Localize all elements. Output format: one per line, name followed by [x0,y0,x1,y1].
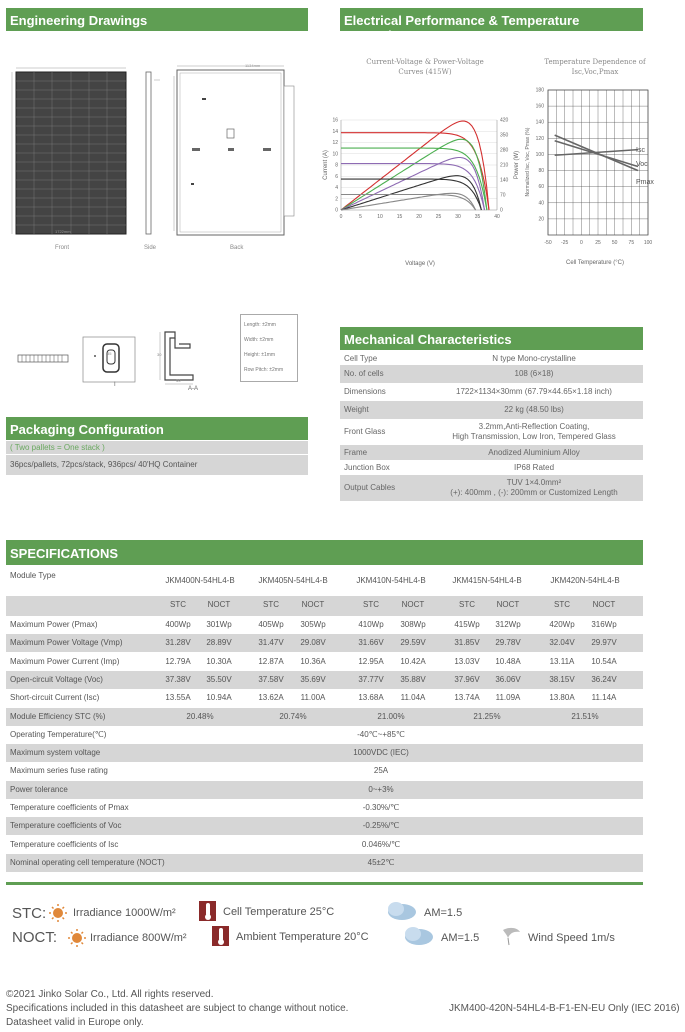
spec-row-common [6,781,643,799]
detail-dim-33: 33 [176,378,181,383]
sub-noct: NOCT [207,600,231,609]
mech-value: 3.2mm,Anti-Reflection Coating, [478,422,590,431]
iv-x-tick: 15 [396,214,403,220]
spec-value: 31.66V [358,638,384,648]
spec-row [6,671,643,689]
packaging-text: 36pcs/pallets, 72pcs/stack, 936pcs/ 40'HQ Container [6,455,308,475]
temp-x-tick: 50 [611,240,618,246]
sun-icon [67,928,87,948]
iv-y2-tick: 140 [500,177,509,184]
spec-value: 35.50V [206,674,232,684]
tolerance-row-pitch: Row Pitch: ±2mm [244,367,284,373]
spec-value: 31.85V [454,638,480,648]
iv-y2-tick: 280 [500,147,509,154]
detail-dim-30: 30 [157,352,162,357]
temp-x-tick: 0 [579,240,583,246]
iv-x-label: Voltage (V) [405,261,435,267]
iv-y-tick: 12 [332,140,338,146]
spec-value: 21.51% [571,711,599,721]
iv-chart-title: Current-Voltage & Power-Voltage Curves (415W) [366,58,484,76]
spec-row-common [6,799,643,817]
spec-value: 10.42A [400,656,426,666]
spec-label: Open-circuit Voltage (Voc) [10,674,103,684]
temperature-dependence-chart [515,82,685,272]
iv-x-tick: 40 [494,214,500,220]
spec-value: 38.15V [549,674,575,684]
spec-value: 35.69V [300,674,326,684]
spec-value: 13.55A [165,693,191,703]
temp-line-pmax [555,135,638,170]
spec-row-common [6,836,643,854]
spec-value: -40℃~+85℃ [357,729,405,739]
packaging-note: ( Two pallets = One stack ) [6,441,308,454]
tolerance-box [240,314,298,382]
mech-label: No. of cells [344,369,384,378]
spec-value: 10.48A [495,656,521,666]
spec-row-common [6,726,643,744]
spec-row [6,653,643,671]
iv-x-tick: 10 [377,214,383,220]
packaging-configuration-header: Packaging Configuration [6,417,308,440]
spec-label: Temperature coefficients of Pmax [10,803,129,812]
spec-value: 11.04A [400,693,426,703]
iv-power-curve-0 [341,121,489,210]
temp-y-label: Normalized Isc, Voc, Pmax (%) [525,127,531,197]
spec-value: 11.09A [495,693,521,703]
spec-value: 32.04V [549,638,575,648]
spec-value: 10.36A [300,656,326,666]
sub-noct: NOCT [301,600,325,609]
iv-y2-label: Power (W) [514,150,520,180]
model-1: JKM400N-54HL4-B [165,576,235,585]
spec-label: Maximum system voltage [10,748,101,758]
spec-value: 29.97V [591,638,617,648]
sub-noct: NOCT [401,600,425,609]
spec-value: 13.80A [549,693,575,703]
spec-value: 13.68A [358,693,384,703]
temp-y-tick: 20 [538,216,544,223]
iv-x-tick: 20 [416,214,422,220]
iv-y2-tick: 420 [500,117,509,124]
specifications-header: SPECIFICATIONS [6,540,643,565]
spec-value: 0~+3% [368,784,394,794]
spec-label: Operating Temperature(℃) [10,729,107,739]
spec-value: 0.046%/℃ [361,839,401,849]
temp-chart-title: Temperature Dependence of Isc,Voc,Pmax [544,58,646,76]
sub-stc: STC [363,600,379,609]
temp-x-tick: -25 [561,240,569,246]
spec-row-efficiency [6,708,643,726]
noct-ambient-temp: Ambient Temperature 20°C [236,931,369,943]
noct-am: AM=1.5 [441,932,480,944]
spec-row [6,616,643,634]
engineering-drawings-header: Engineering Drawings [6,8,308,31]
spec-value: 13.03V [454,656,480,666]
spec-value: 400Wp [165,620,191,629]
spec-value: 28.89V [206,638,232,648]
temp-y-tick: 40 [538,200,544,207]
mech-row-junction-box [340,460,643,475]
noct-irradiance: Irradiance 800W/m² [90,932,187,944]
spec-label: Temperature coefficients of Voc [10,821,122,831]
iv-x-tick: 5 [359,214,362,220]
spec-value: 35.88V [400,674,426,684]
spec-row-common [6,817,643,835]
iv-y-tick: 16 [332,117,338,124]
iv-x-tick: 25 [435,214,442,220]
electrical-performance-header: Electrical Performance & Temperature Dependence [340,8,643,31]
spec-value: 37.96V [454,674,480,684]
temp-y-tick: 60 [538,184,544,191]
spec-value: 12.87A [258,656,284,666]
model-3: JKM410N-54HL4-B [356,576,426,585]
sub-stc: STC [554,600,570,609]
spec-value: 20.48% [186,711,214,721]
spec-value: 37.58V [258,674,284,684]
mech-label: Cell Type [344,354,378,363]
iv-x-tick: 35 [474,214,481,220]
spec-value: -0.25%/℃ [362,821,400,831]
temp-x-tick: 100 [643,240,653,246]
spec-row [6,634,643,652]
stc-label: STC: [12,905,47,922]
frame-profile-drawings [15,320,245,395]
stc-cell-temp: Cell Temperature 25°C [223,906,335,918]
dim-top-label: 1134mm [245,63,261,68]
sub-noct: NOCT [496,600,520,609]
iv-y-tick: 0 [335,207,338,214]
temp-y-tick: 100 [535,151,544,158]
spec-value: 420Wp [549,620,575,629]
spec-row-common [6,744,643,762]
engineering-drawings [6,36,306,261]
mech-label: Dimensions [344,387,386,396]
stc-am: AM=1.5 [424,907,463,919]
spec-value: 45±2℃ [367,857,395,867]
mech-label: Junction Box [344,463,390,472]
temp-y-tick: 180 [535,87,544,94]
spec-value: 13.74A [454,693,480,703]
mech-row-output-cables [340,475,643,501]
footer-doc-id: JKM400-420N-54HL4-B-F1-EN-EU Only (IEC 2016) [449,1003,680,1014]
spec-row-common [6,854,643,872]
iv-y2-tick: 210 [500,162,509,169]
front-view-drawing [12,68,126,234]
spec-label: Maximum Power Voltage (Vmp) [10,638,123,648]
detail-junction-drawing [83,337,135,382]
spec-value: 37.38V [165,674,191,684]
spec-value: 11.14A [591,693,617,703]
spec-label: Temperature coefficients of Isc [10,839,119,849]
iv-y2-tick: 0 [500,207,503,214]
iv-y2-tick: 350 [500,132,509,139]
noct-label: NOCT: [12,929,57,946]
spec-label: Maximum Power Current (Imp) [10,656,120,666]
detail-dim-35: 35 [107,351,112,356]
mech-value: 1722×1134×30mm (67.79×44.65×1.18 inch) [456,387,612,396]
mech-row-front-glass [340,419,643,445]
spec-value: 29.59V [400,638,426,648]
mech-value-2: (+): 400mm , (-): 200mm or Customized Length [450,488,618,497]
spec-value: 31.47V [258,638,284,648]
spec-label: Short-circuit Current (Isc) [10,693,100,703]
thermometer-icon [211,925,231,947]
iv-y-tick: 2 [335,196,338,203]
spec-value: 316Wp [591,620,617,629]
detail-aa-drawing [160,332,193,384]
mechanical-characteristics-header: Mechanical Characteristics [340,327,643,350]
footer-copyright: ©2021 Jinko Solar Co., Ltd. All rights reserved. [6,989,214,1000]
tolerance-width: Width: ±2mm [244,337,274,343]
spec-value: 10.94A [206,693,232,703]
temp-x-tick: 25 [595,240,601,246]
spec-value: 10.54A [591,656,617,666]
spec-label: Module Efficiency STC (%) [10,711,106,721]
footer-validity: Datasheet valid in Europe only. [6,1017,144,1028]
spec-value: 12.95A [358,656,384,666]
iv-y-tick: 10 [332,151,338,158]
spec-value: 10.30A [206,656,232,666]
temp-series-label-isc: Isc [636,147,645,154]
detail-i-drawing [18,355,68,362]
module-type-label: Module Type [10,571,56,580]
mech-label: Output Cables [344,483,396,492]
temp-y-tick: 160 [535,103,544,110]
mech-row-weight [340,401,643,419]
temp-x-label: Cell Temperature (°C) [566,260,624,266]
mech-label: Frame [344,448,368,457]
detail-i-label: I [114,382,116,388]
side-view-drawing [146,72,160,234]
mech-value: 22 kg (48.50 lbs) [504,405,564,414]
spec-value: 13.11A [549,656,575,666]
mech-row-frame [340,445,643,460]
spec-value: 13.62A [258,693,284,703]
spec-bottom-line [6,882,643,885]
spec-value: 410Wp [358,620,384,629]
spec-value: 31.28V [165,638,191,648]
spec-value: 21.25% [473,711,501,721]
sub-stc: STC [263,600,279,609]
iv-y-label: Current (A) [323,150,329,180]
iv-y2-tick: 70 [500,192,506,199]
temp-x-tick: 75 [628,240,635,246]
spec-value: 11.00A [300,693,326,703]
spec-value: 305Wp [300,620,326,629]
mech-label: Weight [344,405,369,414]
mech-value: IP68 Rated [513,463,555,472]
iv-x-tick: 0 [339,214,343,220]
spec-value: 25A [373,766,389,776]
wind-icon [500,924,522,946]
cloud-icon [401,925,435,947]
spec-label: Maximum series fuse rating [10,766,108,776]
temp-y-tick: 80 [538,168,544,175]
thermometer-icon [198,900,218,922]
iv-y-tick: 6 [335,173,338,180]
spec-value: 415Wp [454,620,480,629]
spec-value: 21.00% [377,711,405,721]
iv-y-tick: 14 [332,128,338,135]
mech-value: N type Mono-crystalline [492,354,576,363]
model-5: JKM420N-54HL4-B [550,576,620,585]
sub-noct: NOCT [592,600,616,609]
footer-notice: Specifications included in this datasheet are subject to change without notice. [6,1003,349,1014]
spec-label: Power tolerance [10,784,68,794]
temp-series-label-voc: Voc [636,161,648,168]
spec-label: Maximum Power (Pmax) [10,620,98,629]
tolerance-length: Length: ±2mm [244,322,276,328]
dim-left-label: 1722mm [55,229,71,234]
iv-x-tick: 30 [455,214,461,220]
model-2: JKM405N-54HL4-B [258,576,328,585]
mech-row-cells [340,365,643,383]
stc-irradiance: Irradiance 1000W/m² [73,907,176,919]
sub-stc: STC [170,600,186,609]
iv-curve-chart [315,110,525,270]
spec-row-common [6,762,643,780]
iv-y-tick: 4 [335,185,338,191]
tolerance-height: Height: ±1mm [244,352,276,358]
cloud-icon [384,900,418,922]
spec-value: 301Wp [206,620,232,629]
spec-value: 1000VDC (IEC) [353,748,409,758]
spec-value: 29.78V [495,638,521,648]
spec-value: 312Wp [495,620,521,629]
side-view-label: Side [144,245,157,251]
model-4: JKM415N-54HL4-B [452,576,522,585]
sub-stc: STC [459,600,475,609]
spec-value: 308Wp [400,620,426,629]
mech-row-dimensions [340,383,643,401]
iv-y-tick: 8 [335,162,338,169]
spec-value: 20.74% [279,711,307,721]
back-view-label: Back [230,245,244,251]
mech-value: TUV 1×4.0mm² [506,478,562,487]
mech-label: Front Glass [344,427,386,436]
spec-value: 37.77V [358,674,384,684]
temp-y-tick: 120 [535,135,544,142]
temp-y-tick: 140 [535,119,544,126]
sun-icon [48,903,68,923]
spec-value: 29.08V [300,638,326,648]
spec-value: -0.30%/℃ [362,803,400,812]
spec-value: 36.06V [495,674,521,684]
mech-row-cell-type [340,352,643,365]
mech-value-2: High Transmission, Low Iron, Tempered Glass [452,432,616,441]
front-view-label: Front [55,245,70,251]
spec-value: 36.24V [591,674,617,684]
spec-row [6,689,643,707]
spec-label: Nominal operating cell temperature (NOCT) [10,857,165,867]
mech-value: 108 (6×18) [514,369,554,378]
temp-series-label-pmax: Pmax [636,179,654,186]
temp-x-tick: -50 [544,240,552,246]
noct-wind-speed: Wind Speed 1m/s [528,932,615,944]
spec-value: 12.79A [165,656,191,666]
mech-value: Anodized Aluminium Alloy [488,448,580,457]
detail-aa-label: A-A [188,386,199,392]
spec-value: 405Wp [258,620,284,629]
back-view-drawing [174,66,294,235]
